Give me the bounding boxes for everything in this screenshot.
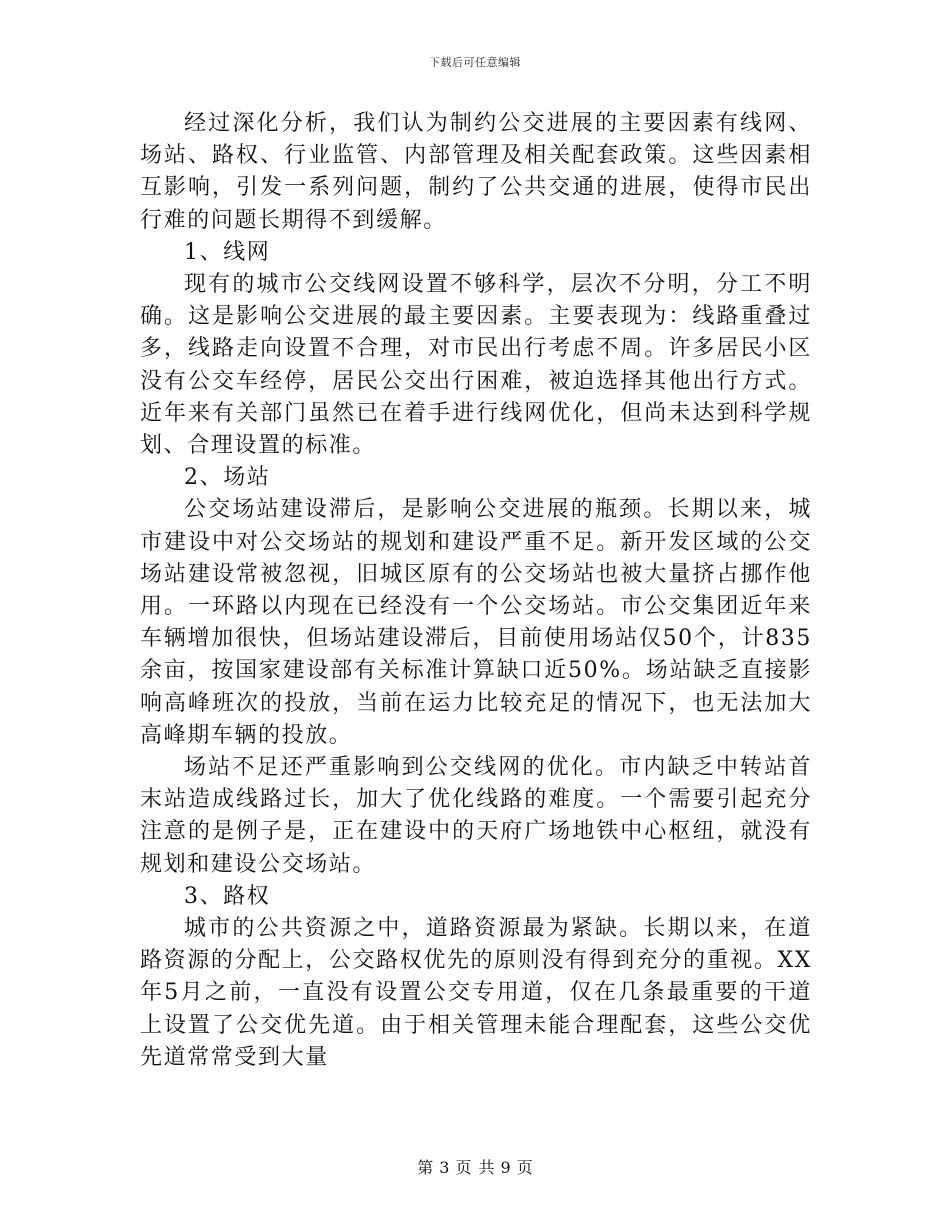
footer-suffix: 页 xyxy=(516,1158,533,1177)
header-note: 下载后可任意编辑 xyxy=(429,56,521,69)
footer-page-number: 3 xyxy=(439,1158,450,1177)
footer-total-pages: 9 xyxy=(500,1158,511,1177)
paragraph-intro: 经过深化分析，我们认为制约公交进展的主要因素有线网、场站、路权、行业监管、内部管理及相关配套政策。这些因素相互影响，引发一系列问题，制约了公共交通的进展，使得市民出行难的问题长期得不到缓解。 xyxy=(140,111,812,233)
page-header xyxy=(0,54,950,70)
paragraph-network: 现有的城市公交线网设置不够科学，层次不分明，分工不明确。这是影响公交进展的最主要因素。主要表现为：线路重叠过多，线路走向设置不合理，对市民出行考虑不周。许多居民小区没有公交车经停，居民公交出行困难，被迫选择其他出行方式。近年来有关部门虽然已在着手进行线网优化，但尚未达到科学规划、合理设置的标准。 xyxy=(140,272,812,459)
footer-prefix: 第 xyxy=(417,1158,434,1177)
section-heading-stations: 2、场站 xyxy=(184,465,271,491)
document-body xyxy=(140,108,812,1074)
section-heading-network: 1、线网 xyxy=(184,239,271,265)
paragraph-stations: 公交场站建设滞后，是影响公交进展的瓶颈。长期以来，城市建设中对公交场站的规划和建设严重不足。新开发区域的公交场站建设常被忽视，旧城区原有的公交场站也被大量挤占挪作他用。一环路以内现在已经没有一个公交场站。市公交集团近年来车辆增加很快，但场站建设滞后，目前使用场站仅50个，计835余亩，按国家建设部有关标准计算缺口近50%。场站缺乏直接影响高峰班次的投放，当前在运力比较充足的情况下，也无法加大高峰期车辆的投放。 xyxy=(140,497,812,748)
section-heading-right-of-way: 3、路权 xyxy=(184,883,271,909)
page-footer xyxy=(0,1155,950,1178)
paragraph-right-of-way: 城市的公共资源之中，道路资源最为紧缺。长期以来，在道路资源的分配上，公交路权优先的原则没有得到充分的重视。XX年5月之前，一直没有设置公交专用道，仅在几条最重要的干道上设置了公交优先道。由于相关管理未能合理配套，这些公交优先道常常受到大量 xyxy=(140,916,812,1070)
paragraph-stations-impact: 场站不足还严重影响到公交线网的优化。市内缺乏中转站首末站造成线路过长，加大了优化线路的难度。一个需要引起充分注意的是例子是，正在建设中的天府广场地铁中心枢纽，就没有规划和建设公交场站。 xyxy=(140,755,812,877)
footer-middle: 页 共 xyxy=(455,1158,495,1177)
